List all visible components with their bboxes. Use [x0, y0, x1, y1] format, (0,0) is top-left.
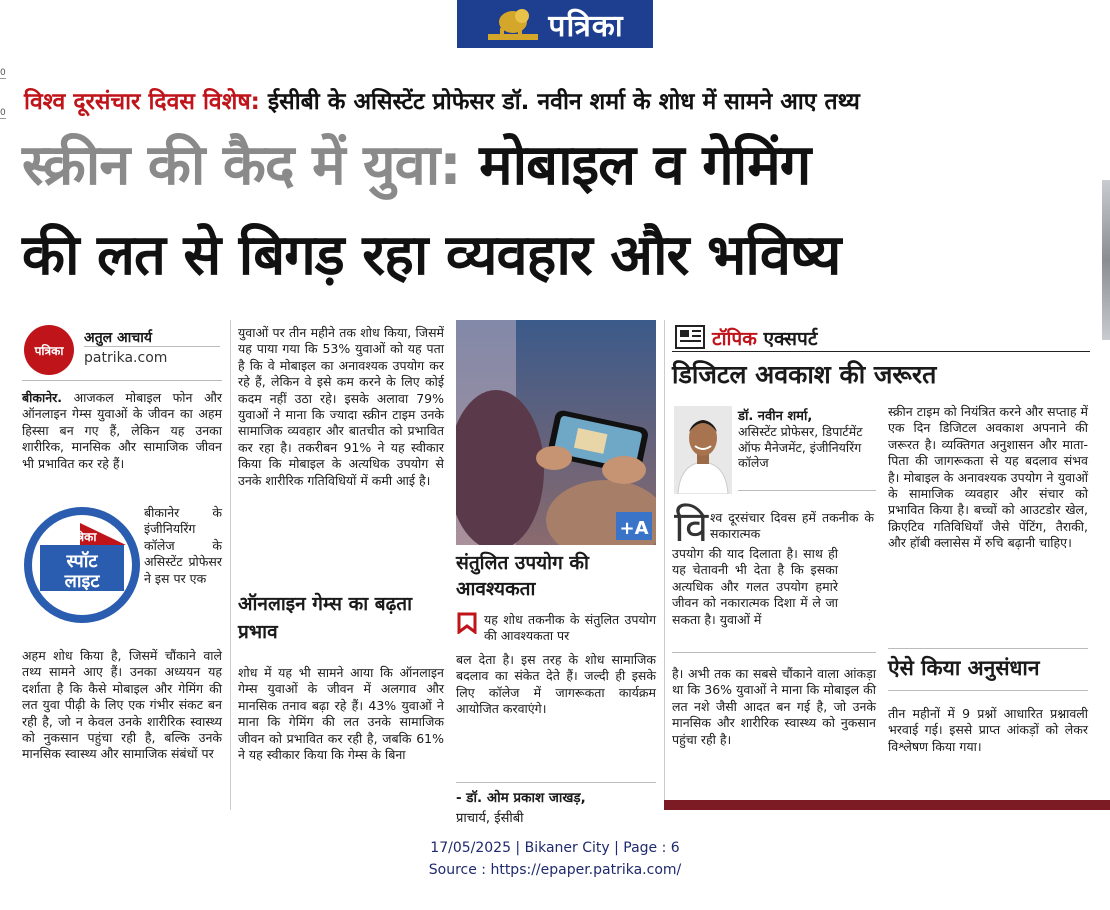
quote-role: प्राचार्य, ईसीबी	[456, 811, 524, 826]
subhead-research-method: ऐसे किया अनुसंधान	[888, 656, 1040, 680]
drop-cap: वि	[674, 502, 709, 551]
kicker-text: ईसीबी के असिस्टेंट प्रोफेसर डॉ. नवीन शर्मा के शोध में सामने आए तथ्य	[267, 89, 860, 115]
headline-line-2: की लत से बिगड़ रहा व्यवहार और भविष्य	[22, 223, 841, 288]
edge-tick	[0, 78, 6, 79]
photo-badge: +A	[619, 518, 649, 539]
topic-expert-label	[712, 325, 817, 351]
wrapped-paragraph: बीकानेर के इंजीनियरिंग कॉलेज के असिस्टेंट प्रोफेसर ने इस पर एक	[144, 505, 222, 586]
subhead-balanced-use: संतुलित उपयोग की आवश्यकता	[456, 552, 589, 600]
topic-label-red: टॉपिक	[712, 328, 757, 350]
byline-rule	[84, 346, 220, 347]
gaming-phone-photo	[456, 320, 656, 545]
adjacent-article-image	[1102, 180, 1110, 340]
edition-info: 17/05/2025 | Bikaner City | Page : 6	[430, 840, 680, 856]
method-divider	[888, 648, 1088, 649]
balanced-use-paragraph: बल देता है। इस तरह के शोध सामाजिक बदलाव का संकेत देते हैं। जल्दी ही इसके लिए कॉलेज में जागरूकता कार्यक्रम आयोजित करवाएंगे।	[456, 652, 656, 717]
headline-line-1	[22, 133, 811, 198]
masthead-name: पत्रिका	[548, 8, 624, 44]
expert-divider	[672, 652, 876, 653]
newspaper-icon	[675, 325, 705, 349]
expert-paragraph-1: उपयोग की याद दिलाता है। साथ ही यह चेतावनी भी देता है कि इसका अत्यधिक और गलत उपयोग हमारे जीवन को नकारात्मक दिशा में ले जा सकता है। युवाओं में	[672, 546, 838, 627]
spotlight-badge	[22, 505, 142, 625]
paragraph: आजकल मोबाइल फोन और ऑनलाइन गेम्स युवाओं के जीवन का अहम हिस्सा बन गए हैं, लेकिन यह उनका शारीरिक, मानसिक और सामाजिक जीवन भी प्रभावित कर रहे हैं।	[22, 390, 222, 471]
expert-designation: असिस्टेंट प्रोफेसर, डिपार्टमेंट ऑफ मैनेजमेंट, इंजीनियरिंग कॉलेज	[738, 424, 863, 470]
lion-emblem-icon	[486, 4, 540, 44]
edge-number: 0	[0, 108, 6, 118]
article-column-1-continued: अहम शोध किया है, जिसमें चौंकाने वाले तथ्य सामने आए हैं। उनका अध्ययन यह दर्शाता है कि कैसे मोबाइल और गेमिंग की लत युवा पीढ़ी के लिए एक गंभीर संकट बन रही है, जो न केवल उनके शारीरिक स्वास्थ्य को नुकसान पहुंचा रही है, बल्कि उनके मानसिक स्वास्थ्य और सामाजिक संबंधों पर	[22, 648, 222, 762]
publication-badge: पत्रिका	[24, 325, 74, 375]
topic-label-black: एक्सपर्ट	[763, 328, 818, 350]
source-link[interactable]: Source : https://epaper.patrika.com/	[428, 862, 682, 878]
expert-lead: श्व दूरसंचार दिवस हमें तकनीक के सकारात्मक	[710, 510, 874, 542]
method-rule	[888, 690, 1088, 691]
expert-rule	[738, 490, 876, 491]
headline-grey: स्क्रीन की कैद में युवा:	[22, 133, 461, 198]
author-name: अतुल आचार्य	[84, 330, 152, 346]
article-column-2: युवाओं पर तीन महीने तक शोध किया, जिसमें यह पाया गया कि 53% युवाओं को यह पता है कि वे मोबाइल का अनावश्यक उपयोग कर रहे हैं, लेकिन वे इसे कम करने के लिए कोई कदम नहीं उठा रहे। इसके अलावा 79% युवाओं ने माना कि ज्यादा स्क्रीन टाइम उनके सामाजिक व्यवहार और बातचीत को प्रभावित कर रहा है। तकरीबन 91% ने यह स्वीकार किया कि मोबाइल के अत्यधिक उपयोग से उनके शारीरिक गतिविधियों में कमी आई है।	[238, 325, 444, 488]
bookmark-icon	[456, 612, 478, 634]
masthead-logo	[457, 0, 653, 48]
subhead-online-games: ऑनलाइन गेम्स का बढ़ता प्रभाव	[238, 593, 413, 643]
quote-attribution: - डॉ. ओम प्रकाश जाखड़,	[456, 790, 586, 806]
edge-tick	[0, 118, 6, 119]
spotlight-line-1: स्पॉट	[66, 551, 98, 572]
balanced-use-lead: यह शोध तकनीक के संतुलित उपयोग की आवश्यकता पर	[484, 612, 656, 644]
research-method-paragraph: तीन महीनों में 9 प्रश्नों आधारित प्रश्नावली भरवाई गई। इससे प्राप्त आंकड़ों को लेकर विश्लेषण किया गया।	[888, 706, 1088, 754]
expert-box-title: डिजिटल अवकाश की जरूरत	[672, 360, 937, 389]
article-column-1	[22, 390, 222, 472]
quote-divider	[456, 782, 656, 783]
column-divider	[664, 320, 665, 800]
article-column-2-continued: शोध में यह भी सामने आया कि ऑनलाइन गेम्स युवाओं के जीवन में अलगाव और मानसिक तनाव बढ़ा रहे हैं। 43% युवाओं ने माना कि गेमिंग की लत उनके सामाजिक जीवन को प्रभावित कर रही है, जबकि 61% ने यह स्वीकार किया कि गेम्स के बिना	[238, 665, 444, 763]
headline-black: मोबाइल व गेमिंग	[479, 133, 811, 198]
spotlight-line-2: लाइट	[64, 571, 100, 592]
expert-box-footer-bar	[664, 800, 1110, 810]
topic-rule	[672, 351, 1090, 352]
spotlight-top: पत्रिका	[67, 530, 97, 544]
dateline: बीकानेर.	[22, 390, 63, 405]
author-site: patrika.com	[84, 350, 168, 366]
kicker-label: विश्व दूरसंचार दिवस विशेष:	[24, 89, 260, 115]
edge-number: 0	[0, 68, 6, 78]
expert-paragraph-3: स्क्रीन टाइम को नियंत्रित करने और सप्ताह में एक दिन डिजिटल अवकाश अपनाने की जरूरत है। व्यक्तिगत अनुशासन और माता-पिता की जागरूकता से यह बदलाव संभव है। मोबाइल के अनावश्यक उपयोग ने युवाओं के सामाजिक व्यवहार और संचार को प्रभावित किया है। बच्चों को आउटडोर खेल, क्रिएटिव गतिविधियाँ जैसे पेंटिंग, तैराकी, और हॉबी क्लासेस में रुचि बढ़ानी चाहिए।	[888, 404, 1088, 551]
expert-name: डॉ. नवीन शर्मा,	[738, 409, 813, 424]
expert-portrait	[674, 406, 732, 494]
column-divider	[230, 320, 231, 810]
kicker	[24, 84, 860, 116]
expert-paragraph-2: है। अभी तक का सबसे चौंकाने वाला आंकड़ा था कि 36% युवाओं ने माना कि मोबाइल की लत नशे जैसी आदत बन गई है, जो उनके मानसिक और शारीरिक स्वास्थ्य को नुकसान पहुंचा रही है।	[672, 666, 876, 747]
byline-divider	[22, 380, 222, 381]
